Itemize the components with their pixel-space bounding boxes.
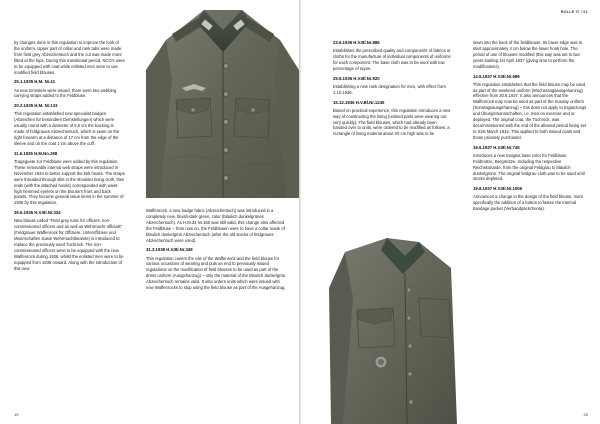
left-column-2 bbox=[146, 208, 288, 295]
body-paragraph: New blouse called "Field grey tunic for officers, non-commissioned officers and as well as Wehrmacht officials" (Feldgrauer Waffenrock für Offiziere, Unteroffiziere und Mannschaften sowie Wehrmachtbeamte) is introduced to replace the previously used Tuchrock. The non-commissioned officers were to be equipped with the new Waffenrock during 1936, whilst the enlisted men were to be equipped from 1936 onward. Along with the introduction of this new bbox=[14, 218, 124, 271]
regulation-heading: 25.9.1936 H.V.Bl.Nr.920 bbox=[333, 75, 380, 81]
text-block bbox=[333, 76, 451, 96]
body-paragraph: As new tornisters were issued, there were two webbing carrying straps added to the Feldbluse. bbox=[14, 87, 117, 99]
text-block bbox=[146, 247, 288, 291]
regulation-heading: 29.6.1935 H.V.Bl.Nr.334 bbox=[14, 210, 61, 216]
body-paragraph: Introduces a new Insignia base color for Feldbluse, Feldmütze, Bergmütze, Including the respective Reichskokarde, from the original Feldgrau to bläulich dunkelgrüne. The original feldgrau cloth was to be used until stocks depleted. bbox=[473, 152, 585, 182]
running-head: ROLLE IT / 01 bbox=[560, 10, 588, 14]
regulation-heading: 31.3.1936 H.V.Bl.Nr.349 bbox=[146, 247, 193, 253]
body-paragraph: This regulation establishes that the field blouse may be used as part of the weekend uniform (Wochentagsausgehanzug) effective from 20.5.1937. It also announces that the Waffenrock may now be used as part of the Sunday uniform (Sonntagsausgehanzug) – this does not apply to Ergänzungs und Übungsmannschaften, i.e. men on exercise and or deployed. The original coat, the Tuchrock, was decommissioned with the end of the allowed period being set to 31st March 1942. This applied to both issued coats and those privately purchased. bbox=[473, 81, 587, 140]
text-block bbox=[473, 145, 589, 183]
tunic-photo-right bbox=[327, 238, 459, 424]
regulation-heading: 15.12.1936 H.V.Bl.Nr.1245 bbox=[333, 99, 385, 105]
text-block bbox=[14, 103, 125, 147]
text-block bbox=[14, 210, 125, 271]
regulation-heading: 25.1.1935 H.M. Nr.41 bbox=[14, 79, 56, 85]
body-paragraph: Trageguete zur Feldbluse were added by this regulation. These removable internal web straps were introduced in November 1934 to better support the belt hooks. The straps were threaded through slits in the shoulder lining cloth, their ends (with the attached hooks) corresponded with waist-high hemmed eyelets on the blouse's front and back panels. They become general issue items in the summer of 1935 by this regulation. bbox=[14, 158, 125, 206]
body-paragraph: Announces a change in the design of the field blouse, more specifically the addition of a button to fasten the internal bandage pocket (Verbandpäckchenta). bbox=[473, 194, 584, 212]
right-column-2 bbox=[473, 40, 589, 216]
tunic-photo-left bbox=[146, 0, 299, 198]
body-paragraph: This regulation covers the use of the Waffenrock and the field blouse for various occasions of wearing and puts an end to previously issued regulations on the modification of field blouses to be used as part of the dress uniform (Ausgehanzug) – only the material of the bläulich dunkelgrün Abzeichentuch remains valid. It also orders units which were issued with new Waffenrocks to stop using the field blouse as part of the Ausgehanzug. bbox=[146, 255, 286, 291]
regulation-heading: 19.6.1937 H.V.Bl.Nr.745 bbox=[473, 144, 520, 150]
left-page bbox=[0, 0, 299, 424]
regulation-heading: 19.8.1937 H.V.Bl.Nr.1006 bbox=[473, 186, 523, 192]
body-paragraph: Waffenrock, a new badge fabric (Abzeichentuch) was introduced in a completely new, bluish-dark green, color (bläulich dunkelgrünes Abzeichentuch). As H.M.34 Nr.156 was still valid, this change also affected the Feldbluse – from now on, the Feldblusen were to have a collar made of bläulich dunkelgrün Abzeichentuch (after the old stocks of feldgraues Abzeichentuch were used). bbox=[146, 208, 285, 243]
text-block bbox=[333, 40, 451, 72]
text-block bbox=[146, 208, 288, 243]
tunic-front-illustration bbox=[146, 0, 299, 198]
body-paragraph: sewn into the back of the fieldblouse. Its lower edge was to start approximately 4 cm below the lower hook hole. The period of use of blouses modified (this way was set to two years starting 1st April 1937 (giving time to perform the modifications). bbox=[473, 40, 583, 69]
text-block bbox=[473, 74, 589, 141]
body-paragraph: Establishes the prescribed quality and components of fabrics or cloths for the manufacture of individual components of uniforms for each component. The base cloth was to be wool with low percentage of rayon. bbox=[333, 48, 451, 71]
tunic-side-illustration bbox=[327, 238, 459, 424]
text-block bbox=[473, 186, 589, 212]
right-column-1 bbox=[333, 40, 451, 141]
regulation-heading: 11.6.1935 H.M.No.268 bbox=[14, 150, 58, 156]
body-paragraph: This regulation established new specialist badges (Abzeichen für besondere Dienstellungen) which were usually round with a diameter of 5,5 cm the backing is made of feldgraues Abzeichentuch, which is sewn on the right forearm at a distance of 17 cm from the edge of the sleeve and on the coat 1 cm above the cuff. bbox=[14, 111, 120, 146]
page-number-right: 20 bbox=[583, 412, 588, 417]
text-block bbox=[14, 151, 125, 206]
left-column-1 bbox=[14, 40, 125, 275]
body-paragraph: Establishing a new rank designation for men, with effect from 1.10.1936. bbox=[333, 83, 446, 95]
right-page bbox=[301, 0, 600, 424]
body-paragraph: by changes done in this regulation to improve the look of the uniform. Upper part of collar and rank tabs were made from field grey Abzeichentuch and the cut was made more fitted at the hips. During this transitional period, NCO's were to be equipped with coat while enlisted men were to use modified field blouses. bbox=[14, 40, 125, 75]
body-paragraph: Based on practical experience, this regulation introduces a new way of constructing the lining (unlined parts were wearing out very quickly). The field blouses, which had already been handed over to units, were ordered to be modified as follows: a rectangle of lining material about 20 cm high was to be bbox=[333, 107, 451, 137]
page-number-left: 19 bbox=[14, 412, 19, 417]
regulation-heading: 14.5.1937 H.V.Bl.Nr.589 bbox=[473, 73, 520, 79]
regulation-heading: 20.2.1935 H.M. Nr.133 bbox=[14, 103, 58, 109]
text-block bbox=[14, 40, 125, 75]
regulation-heading: 23.6.1936 H.V.Bl.Nr.886 bbox=[333, 40, 380, 45]
text-block bbox=[473, 40, 589, 70]
text-block bbox=[14, 79, 125, 99]
text-block bbox=[333, 100, 451, 138]
